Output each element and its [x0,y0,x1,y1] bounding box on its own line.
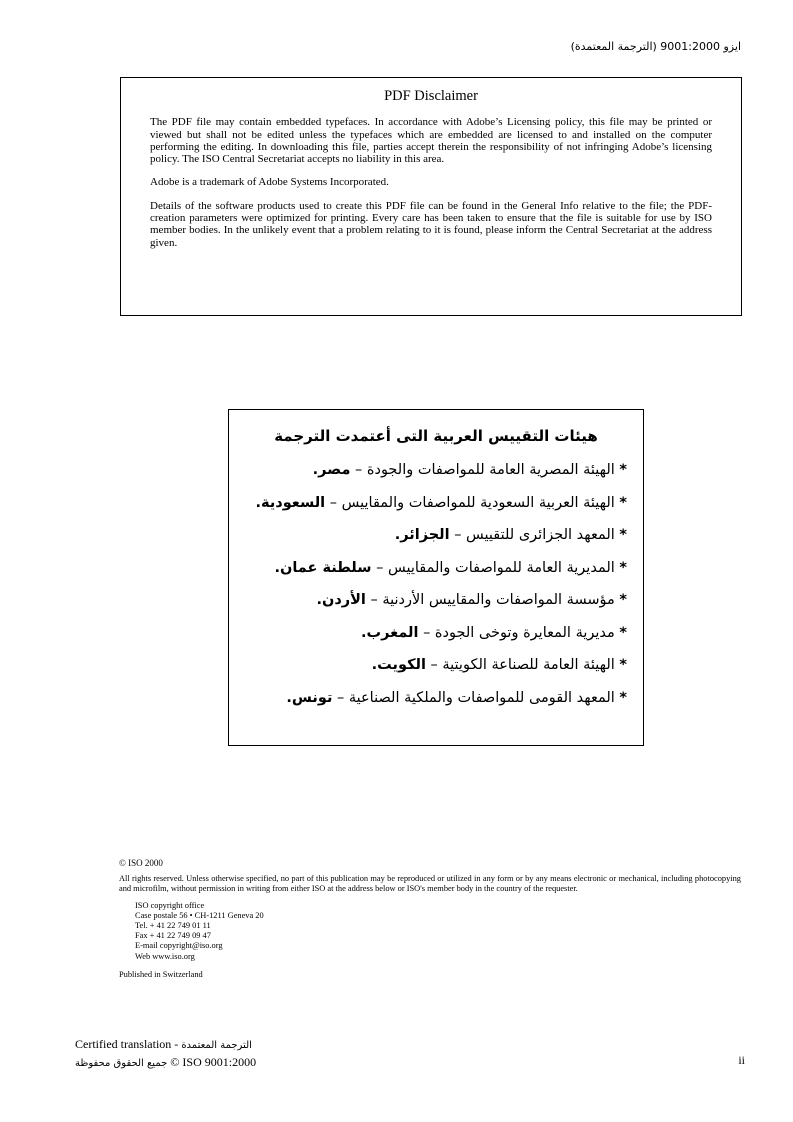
address-line: E-mail copyright@iso.org [135,941,223,951]
org-name: الهيئة العربية السعودية للمواصفات والمقاييس – [325,494,615,511]
bullet-star: * [619,462,627,478]
disclaimer-title: PDF Disclaimer [384,88,478,104]
disclaimer-paragraph: Details of the software products used to create this PDF file can be found in the General Info relative to the file; the PDF-creation parameters were optimized for printing. Every care has been taken to ensure that the file is suitable for use by ISO member bodies. In the unlikely event that a problem relating to it is found, please inform the Central Secretariat at the address given. [150,199,712,249]
page-number: ii [738,1053,745,1067]
disclaimer-paragraph: The PDF file may contain embedded typefaces. In accordance with Adobe’s Licensing policy, this file may be printed or viewed but shall not be edited unless the typefaces which are embedded are licensed to and installed on the computer performing the editing. In downloading this file, parties accept therein the responsibility of not infringing Adobe’s licensing policy. The ISO Central Secretariat accepts no liability in this area. [150,116,712,166]
list-item [245,649,627,682]
certified-translation-en: Certified translation - [75,1037,182,1051]
country-name: الجزائر. [394,527,450,543]
bullet-star: * [619,494,627,511]
bullet-star: * [619,592,627,608]
bullet-star: * [619,689,627,706]
country-name: مصر. [312,462,351,478]
list-item [245,519,627,552]
disclaimer-paragraph: Adobe is a trademark of Adobe Systems Incorporated. [150,176,389,189]
rights-statement: All rights reserved. Unless otherwise specified, no part of this publication may be reproduced or utilized in any form or by any means electronic or mechanical, including photocopying and microfilm, without permission in writing from either ISO at the address below or ISO's member body in the country of the requester. [119,874,741,894]
address-line: Fax + 41 22 749 09 47 [135,931,211,941]
page-footer [75,1036,745,1072]
certified-translation-ar: الترجمة المعتمدة [181,1040,252,1051]
country-name: السعودية. [255,494,326,511]
iso-reference: © ISO 9001:2000 [167,1055,257,1069]
country-name: تونس. [286,689,333,706]
address-line: Case postale 56 • CH-1211 Geneva 20 [135,910,264,920]
pdf-disclaimer-box [120,77,742,316]
copyright-line: © ISO 2000 [119,858,163,868]
bullet-star: * [619,527,627,543]
address-line: Web www.iso.org [135,951,195,961]
list-item [245,487,627,520]
org-name: الهيئة المصرية العامة للمواصفات والجودة – [350,462,615,478]
bullet-star: * [619,559,627,576]
country-name: سلطنة عمان. [274,559,372,576]
list-item [245,584,627,617]
country-name: الكويت. [371,657,426,673]
list-item [245,454,627,487]
country-name: الأردن. [316,592,366,608]
arabic-box-title: هيئات التقييس العربية التى أعتمدت الترجمة [274,427,598,445]
address-line: Tel. + 41 22 749 01 11 [135,921,211,931]
org-name: المعهد الجزائرى للتقييس – [449,527,615,543]
org-name: المعهد القومى للمواصفات والملكية الصناعية – [332,689,615,706]
org-name: المديرية العامة للمواصفات والمقاييس – [371,559,615,576]
copyright-block [119,858,741,980]
org-name: الهيئة العامة للصناعة الكويتية – [425,657,615,673]
org-name: مؤسسة المواصفات والمقاييس الأردنية – [365,592,615,608]
running-header: ايزو 9001:2000 (الترجمة المعتمدة) [570,40,741,53]
bullet-star: * [619,624,627,641]
org-name: مديرية المعايرة وتوخى الجودة – [418,624,615,641]
list-item [245,682,627,715]
footer-rights-line [75,1054,745,1072]
published-in: Published in Switzerland [119,969,203,979]
certified-translation-line [75,1036,745,1054]
address-line: ISO copyright office [135,900,205,910]
arabic-standards-bodies-box [228,409,644,746]
list-item [245,617,627,650]
iso-address [135,901,741,962]
bullet-star: * [619,657,627,673]
list-item [245,552,627,585]
rights-reserved-ar: جميع الحقوق محفوظة [75,1058,168,1069]
country-name: المغرب. [361,624,419,641]
standards-bodies-list [245,454,627,714]
